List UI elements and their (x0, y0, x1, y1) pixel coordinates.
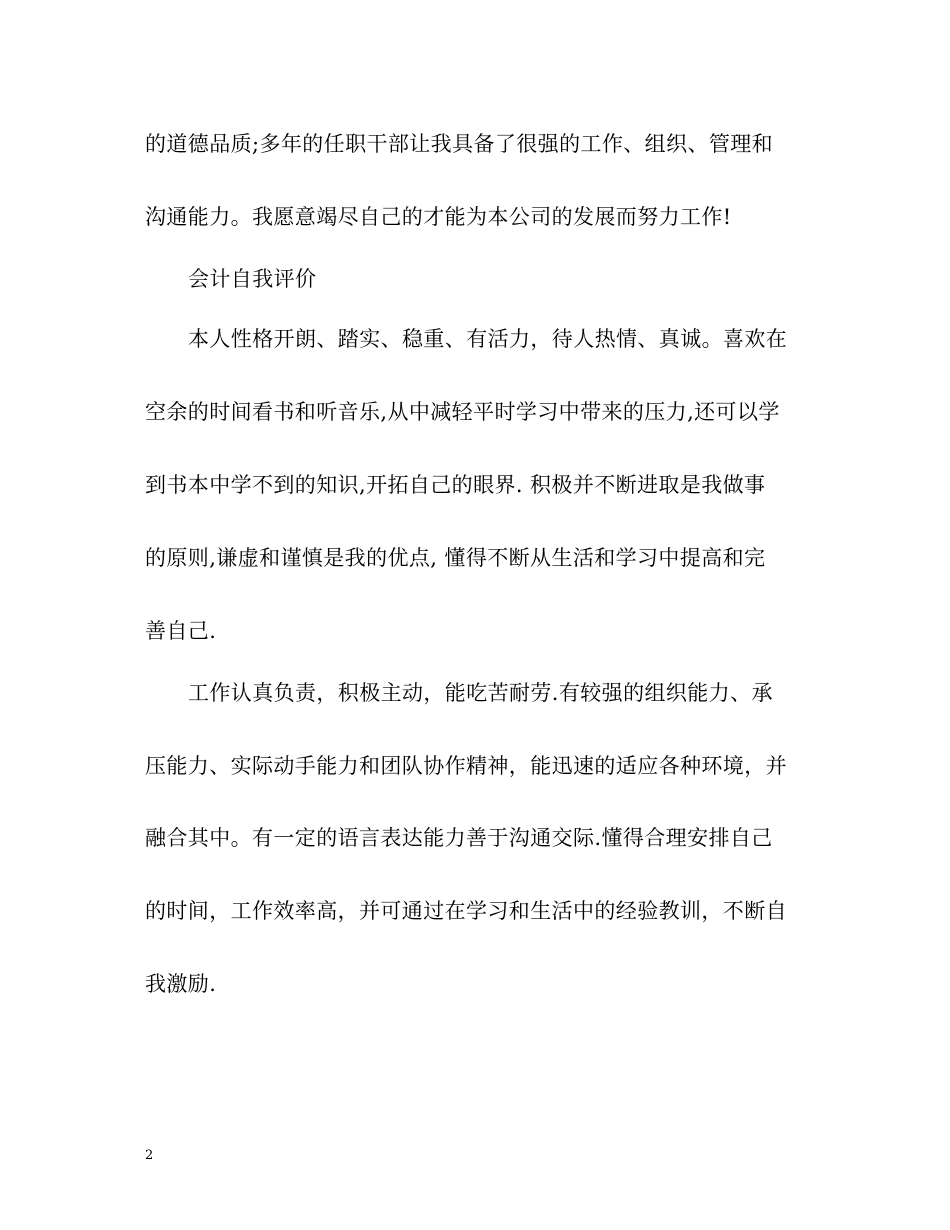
text-line-10: 压能力、实际动手能力和团队协作精神，能迅速的适应各种环境，并 (145, 754, 787, 778)
text-line-4: 本人性格开朗、踏实、稳重、有活力，待人热情、真诚。喜欢在 (188, 327, 788, 351)
text-line-6: 到书本中学不到的知识,开拓自己的眼界. 积极并不断进取是我做事 (145, 473, 766, 497)
text-line-7: 的原则,谦虚和谨慎是我的优点, 懂得不断从生活和学习中提高和完 (145, 546, 766, 570)
text-line-8: 善自己. (145, 619, 217, 643)
text-line-5: 空余的时间看书和听音乐,从中减轻平时学习中带来的压力,还可以学 (145, 400, 780, 424)
text-line-12: 的时间，工作效率高，并可通过在学习和生活中的经验教训，不断自 (145, 899, 787, 923)
text-line-13: 我激励. (145, 972, 217, 996)
text-line-11: 融合其中。有一定的语言表达能力善于沟通交际.懂得合理安排自己 (145, 826, 773, 850)
text-line-2: 沟通能力。我愿意竭尽自己的才能为本公司的发展而努力工作! (145, 205, 732, 229)
text-line-1: 的道德品质;多年的任职干部让我具备了很强的工作、组织、管理和 (145, 132, 774, 156)
section-heading: 会计自我评价 (188, 267, 317, 291)
page-number: 2 (145, 1148, 154, 1163)
text-line-9: 工作认真负责，积极主动，能吃苦耐劳.有较强的组织能力、承 (188, 681, 773, 705)
